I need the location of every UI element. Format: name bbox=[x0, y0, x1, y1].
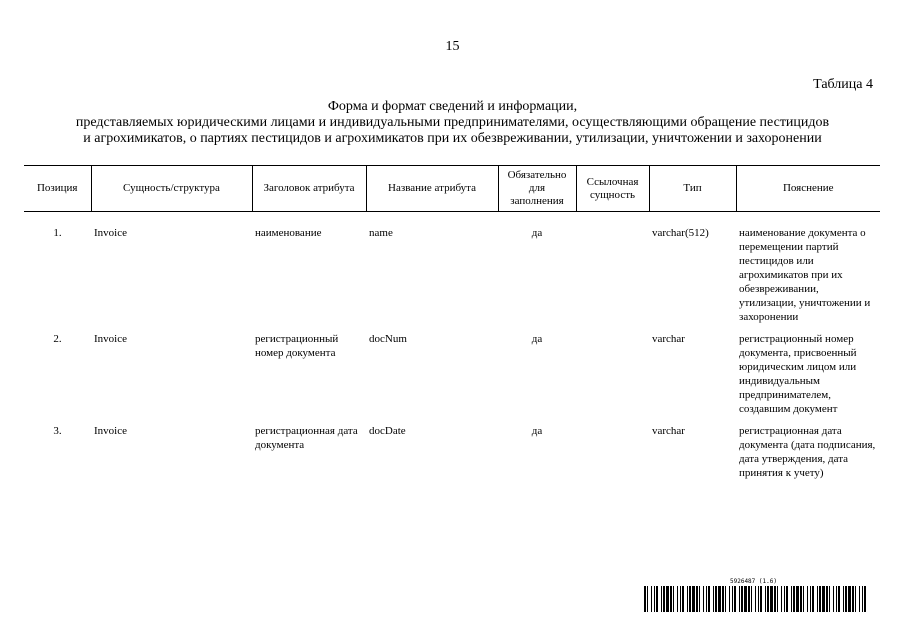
barcode-icon bbox=[644, 586, 870, 612]
page-number: 15 bbox=[445, 39, 460, 54]
cell-entity: Invoice bbox=[94, 227, 127, 239]
column-header-position: Позиция bbox=[24, 166, 91, 212]
barcode-code-text: 5926487 (1.6) bbox=[730, 578, 777, 585]
cell-reference-entity bbox=[576, 424, 649, 488]
column-header-reference-entity: Ссылочная сущность bbox=[576, 166, 649, 212]
cell-entity: Invoice bbox=[94, 425, 127, 437]
cell-note: регистрационный номер документа, присвоенный юридическим лицом или индивидуальным предпринимателем, создавшим документ bbox=[739, 333, 857, 415]
column-header-entity: Сущность/структура bbox=[91, 166, 252, 212]
table-heading bbox=[30, 99, 875, 147]
table-label: Таблица 4 bbox=[813, 77, 873, 92]
cell-required: да bbox=[531, 227, 543, 239]
cell-attribute-title: наименование bbox=[255, 227, 322, 239]
attributes-table bbox=[24, 165, 880, 488]
cell-attribute-title: регистрационный номер документа bbox=[255, 333, 339, 359]
cell-type: varchar bbox=[652, 333, 685, 345]
cell-attribute-title: регистрационная дата документа bbox=[255, 425, 358, 451]
cell-position: 2. bbox=[53, 333, 62, 345]
column-header-required: Обязательно для заполнения bbox=[498, 166, 576, 212]
cell-reference-entity bbox=[576, 332, 649, 424]
cell-position: 3. bbox=[53, 425, 62, 437]
cell-reference-entity bbox=[576, 226, 649, 332]
table-header-row bbox=[24, 166, 880, 212]
cell-attribute-name: docNum bbox=[369, 333, 407, 345]
cell-attribute-name: docDate bbox=[369, 425, 406, 437]
column-header-attribute-title: Заголовок атрибута bbox=[252, 166, 366, 212]
table-row bbox=[24, 332, 880, 424]
column-header-attribute-name: Название атрибута bbox=[366, 166, 498, 212]
cell-type: varchar(512) bbox=[652, 227, 709, 239]
cell-type: varchar bbox=[652, 425, 685, 437]
cell-note: наименование документа о перемещении партий пестицидов или агрохимикатов при их обезвреживании, утилизации, уничтожении и захоронении bbox=[739, 227, 871, 323]
document-barcode bbox=[644, 578, 870, 612]
cell-position: 1. bbox=[53, 227, 62, 239]
cell-note: регистрационная дата документа (дата подписания, дата утверждения, дата принятия к учету) bbox=[739, 425, 876, 479]
cell-required: да bbox=[531, 333, 543, 345]
heading-line-3: и агрохимикатов, о партиях пестицидов и агрохимикатов при их обезвреживании, утилизации, уничтожении и захоронении bbox=[83, 131, 822, 146]
column-header-type: Тип bbox=[649, 166, 736, 212]
table-row bbox=[24, 424, 880, 488]
table-row bbox=[24, 226, 880, 332]
column-header-note: Пояснение bbox=[736, 166, 880, 212]
cell-required: да bbox=[531, 425, 543, 437]
cell-attribute-name: name bbox=[369, 227, 393, 239]
heading-line-1: Форма и формат сведений и информации, bbox=[327, 99, 578, 114]
heading-line-2: представляемых юридическими лицами и индивидуальными предпринимателями, осуществляющими обращение пестицидов bbox=[75, 115, 830, 130]
cell-entity: Invoice bbox=[94, 333, 127, 345]
